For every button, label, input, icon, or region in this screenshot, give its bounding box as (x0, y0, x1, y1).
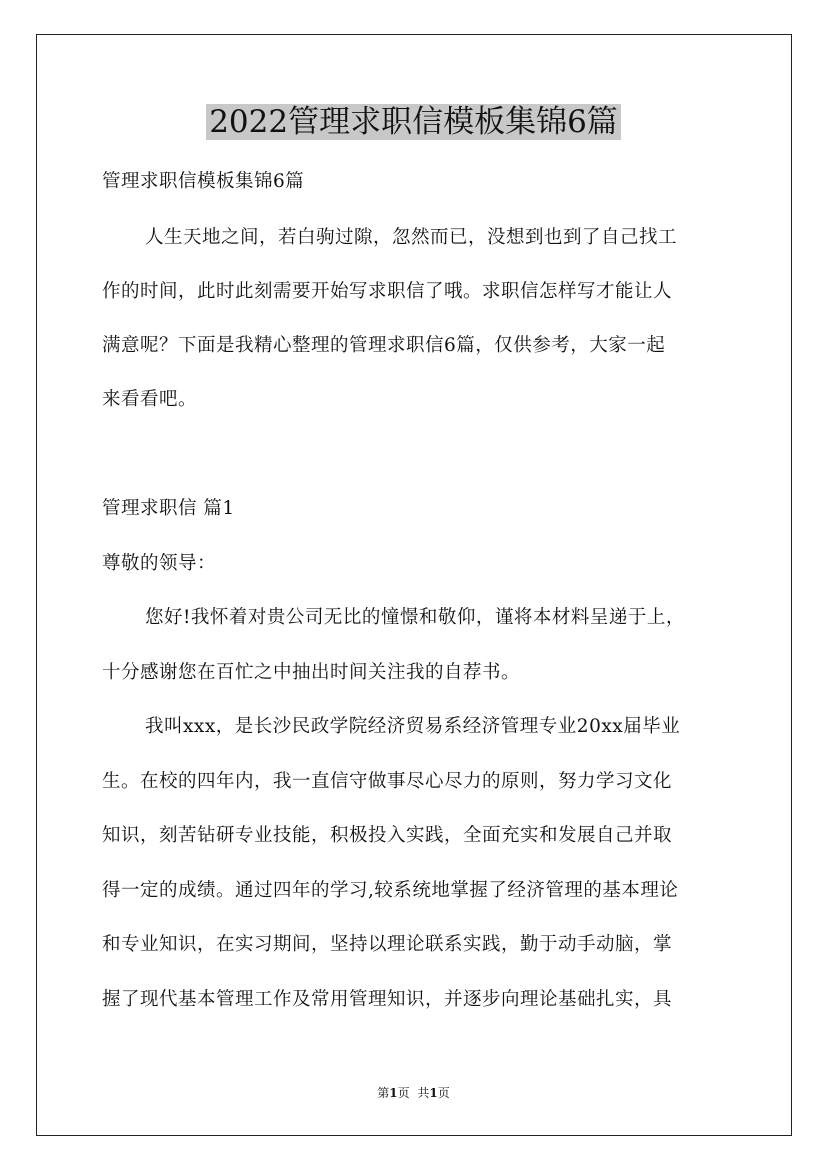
body-line: 生。在校的四年内，我一直信守做事尽心尽力的原则，努力学习文化 (102, 771, 673, 792)
body-line: 我叫xxx，是长沙民政学院经济贸易系经济管理专业20xx届毕业 (145, 716, 681, 737)
document-title (0, 98, 827, 146)
section-heading: 管理求职信 篇1 (102, 498, 235, 519)
body-line: 知识，刻苦钻研专业技能，积极投入实践，全面充实和发展自己并取 (102, 825, 673, 846)
page-border (36, 34, 792, 1136)
salutation: 尊敬的领导： (102, 553, 217, 574)
body-line: 满意呢？下面是我精心整理的管理求职信6篇，仅供参考，大家一起 (102, 335, 666, 356)
body-line: 十分感谢您在百忙之中抽出时间关注我的自荐书。 (102, 662, 521, 683)
page-footer (0, 1084, 827, 1102)
body-line: 人生天地之间，若白驹过隙，忽然而已，没想到也到了自己找工 (145, 227, 678, 248)
footer-page-number: 1 (389, 1086, 398, 1100)
footer-total-prefix: 共 (417, 1086, 430, 1100)
body-line: 您好!我怀着对贵公司无比的憧憬和敬仰，谨将本材料呈递于上， (145, 607, 685, 628)
body-line: 管理求职信模板集锦6篇 (102, 171, 305, 192)
footer-total-suffix: 页 (437, 1086, 450, 1100)
body-line: 得一定的成绩。通过四年的学习,较系统地掌握了经济管理的基本理论 (102, 880, 679, 901)
document-title-text: 2022管理求职信模板集锦6篇 (206, 104, 621, 140)
body-line: 来看看吧。 (102, 389, 198, 410)
footer-page-prefix: 第 (377, 1086, 390, 1100)
body-line: 和专业知识，在实习期间，坚持以理论联系实践，勤于动手动脑，掌 (102, 934, 673, 955)
body-line: 作的时间，此时此刻需要开始写求职信了哦。求职信怎样写才能让人 (102, 281, 673, 302)
footer-page-suffix: 页 (397, 1086, 410, 1100)
body-line: 握了现代基本管理工作及常用管理知识，并逐步向理论基础扎实，具 (102, 989, 673, 1010)
footer-total-pages: 1 (429, 1086, 438, 1100)
